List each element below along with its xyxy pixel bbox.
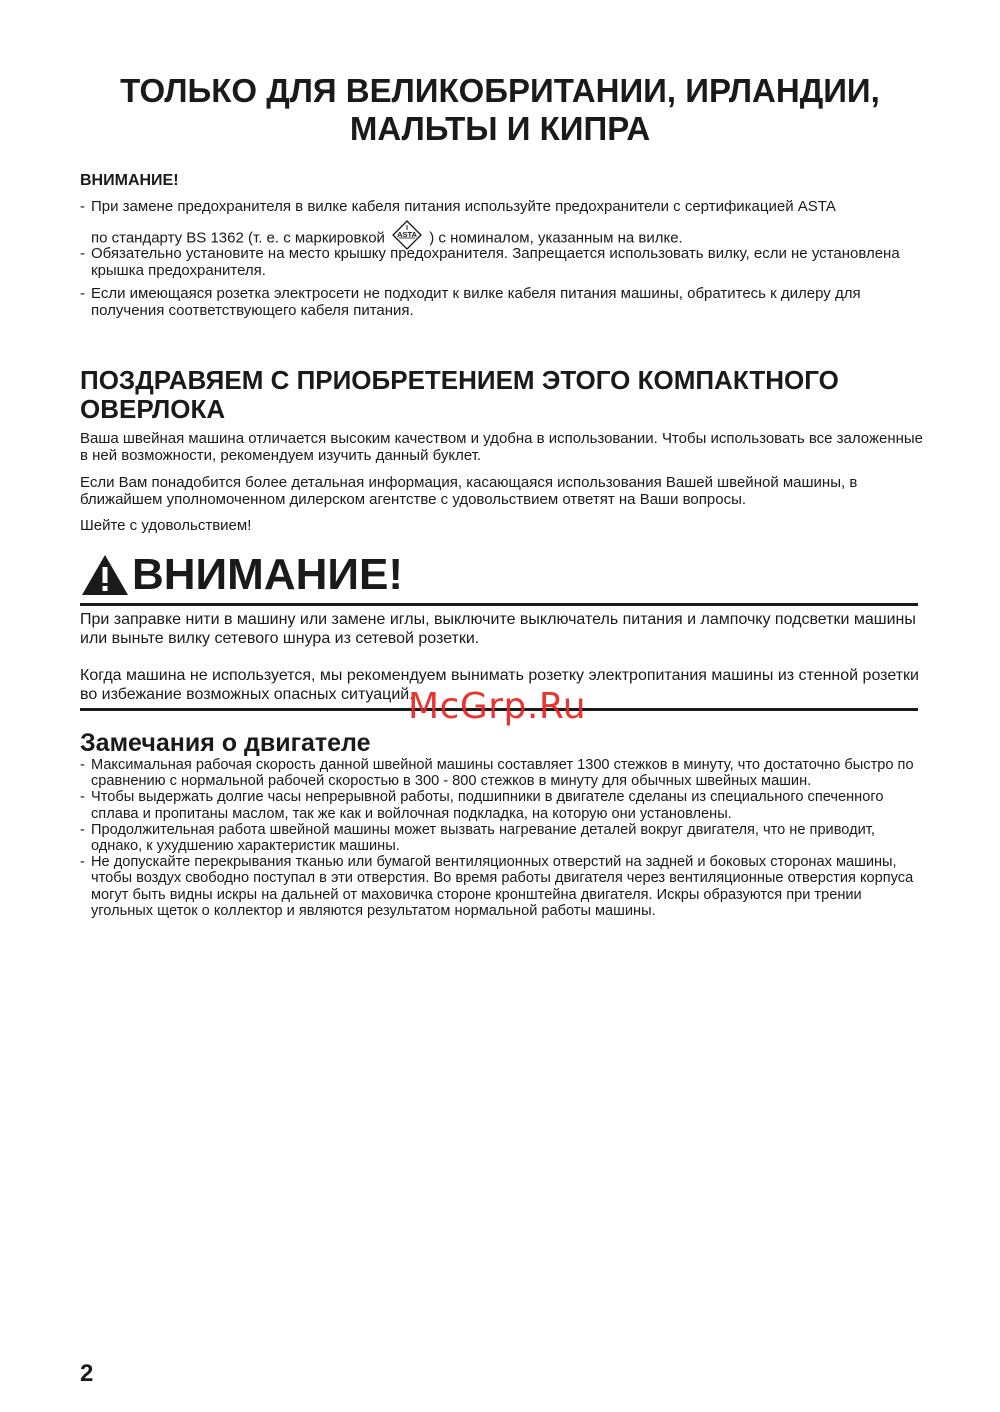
caution-heading: ВНИМАНИЕ!	[80, 172, 179, 189]
caution-list-item-2	[80, 245, 920, 279]
congrats-heading: ПОЗДРАВЯЕМ С ПРИОБРЕТЕНИЕМ ЭТОГО КОМПАКТНОГО ОВЕРЛОКА	[80, 365, 839, 424]
list-item: - Если имеющаяся розетка электросети не подходит к вилке кабеля питания машины, обратитесь к дилеру для получения соответствующего кабеля питания.	[80, 285, 920, 319]
list-item: - Максимальная рабочая скорость данной швейной машины составляет 1300 стежков в минуту, что достаточно быстро по сравнению с нормальной рабочей скоростью в 300 - 800 стежков в минуту для обычных швейных машин.	[80, 757, 920, 789]
congrats-paragraph-2: Если Вам понадобится более детальная информация, касающаяся использования Вашей швейной машины, в ближайшем уполномоченном дилерском агентстве с удовольствием ответят на Ваши вопросы.	[80, 474, 858, 508]
list-item: - Не допускайте перекрывания тканью или бумагой вентиляционных отверстий на задней и боковых сторонах машины, чтобы воздух свободно поступал в эти отверстия. Во время работы двигателя через вентиляционные отверстия корпуса могут быть видны искры на дальней от маховичка стороне кронштейна двигателя. Искры образуются при трении угольных щеток о коллектор и являются результатом нормальной работы машины.	[80, 854, 920, 919]
list-item: - Обязательно установите на место крышку предохранителя. Запрещается использовать вилку, если не установлена крышка предохранителя.	[80, 245, 920, 279]
warning-heading-text: ВНИМАНИЕ!	[132, 550, 404, 599]
caution-item1-after: ) с номиналом, указанным на вилке.	[429, 229, 683, 247]
motor-notes-list	[80, 757, 920, 919]
warning-text-2: Когда машина не используется, мы рекомендуем вынимать розетку электропитания машины из стенной розетки во избежание возможных опасных ситуаций.	[80, 667, 919, 703]
motor-notes-heading: Замечания о двигателе	[80, 729, 371, 757]
page-title	[60, 72, 940, 148]
warning-heading	[80, 550, 403, 600]
congrats-paragraph-3: Шейте с удовольствием!	[80, 517, 252, 534]
title-line-1: ТОЛЬКО ДЛЯ ВЕЛИКОБРИТАНИИ, ИРЛАНДИИ,	[120, 72, 880, 109]
congrats-paragraph-1: Ваша швейная машина отличается высоким качеством и удобна в использовании. Чтобы использовать все заложенные в ней возможности, рекомендуем изучить данный буклет.	[80, 430, 924, 464]
caution-list-item-3	[80, 285, 920, 319]
divider	[80, 603, 918, 606]
list-item: - Продолжительная работа швейной машины может вызвать нагревание деталей вокруг двигателя, что не приводит, однако, к ухудшению характеристик машины.	[80, 822, 920, 854]
asta-mark-text: ASTA	[397, 230, 418, 239]
warning-triangle-icon	[80, 553, 130, 597]
title-line-2: МАЛЬТЫ И КИПРА	[349, 110, 651, 147]
watermark: McGrp.Ru	[408, 686, 587, 727]
list-item: - Чтобы выдержать долгие часы непрерывной работы, подшипники в двигателе сделаны из специального спеченного сплава и пропитаны маслом, так же как и войлочная подкладка, на которую они установлены.	[80, 789, 920, 821]
warning-text-1: При заправке нити в машину или замене иглы, выключите выключатель питания и лампочку подсветки машины или выньте вилку сетевого шнура из сетевой розетки.	[80, 611, 916, 647]
caution-item1-before: по стандарту BS 1362 (т. е. с маркировкой	[91, 229, 385, 247]
caution-item1-line1: При замене предохранителя в вилке кабеля питания используйте предохранители с сертификацией ASTA	[91, 198, 836, 215]
page-number: 2	[80, 1360, 94, 1387]
